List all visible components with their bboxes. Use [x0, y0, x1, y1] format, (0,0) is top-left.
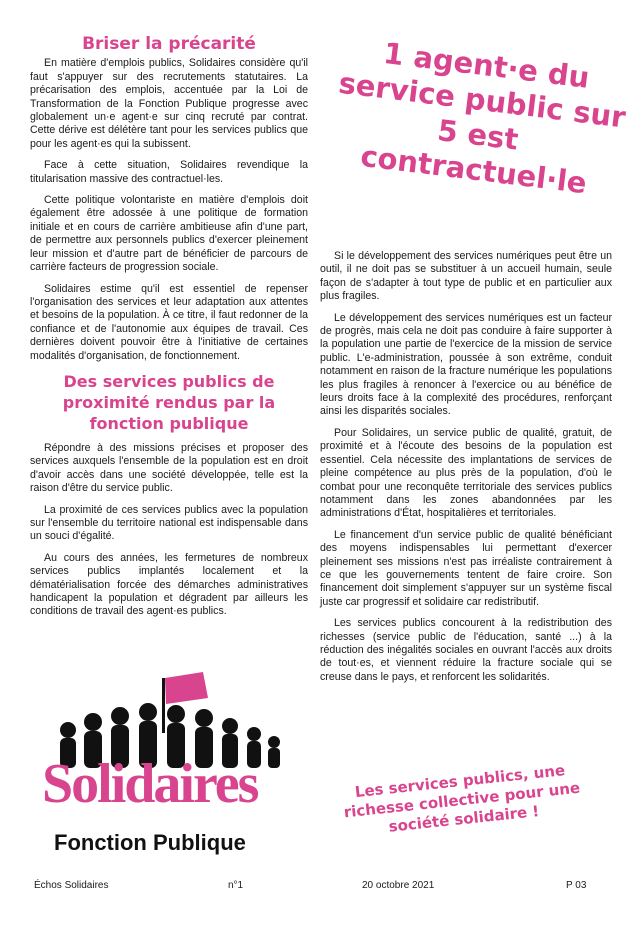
paragraph: Le développement des services numériques est un facteur de progrès, mais cela ne doit pas conduire à faire supporter à la population une partie de l'exercice de la mission de service public. L'e-administration, poussée à son extrême, conduit notamment en raison de la fracture numérique les populations les plus fragiles à renoncer à l'exercice ou au bénéfice de leurs droits face à la complexité des procédures, renforçant ainsi les disparités sociales. — [320, 311, 612, 418]
section-title-precarite: Briser la précarité — [82, 34, 256, 54]
paragraph: Les services publics concourent à la redistribution des richesses (service public de l'éducation, santé ...) à la réduction des inégalités sociales en ouvrant l'accès aux droits de tout·es, et viennent réduire la fracture sociale qui se creuse dans le pays, et renforcent les solidarités. — [320, 617, 612, 683]
paragraph: En matière d'emplois publics, Solidaires considère qu'il faut s'appuyer sur des recrutements statutaires. La précarisation des emplois, accentuée par la Loi de Transformation de la Fonction Publique progresse avec globalement un·e agent·e sur cinq recruté par contrat. Cette dérive est délétère tant pour les services publics que pour les agent·es qui la subissent. — [30, 57, 308, 150]
slogan: Les services publics, une richesse collective pour une société solidaire ! — [342, 761, 581, 836]
paragraph: Répondre à des missions précises et proposer des services auxquels l'ensemble de la population est en droit d'avoir accès dans une société développée, telle est la raison d'être du service public. — [30, 441, 308, 495]
logo-subtitle: Fonction Publique — [54, 830, 246, 855]
paragraph: Pour Solidaires, un service public de qualité, gratuit, de proximité et à l'écoute des besoins de la population est essentiel. Cela nécessite des implantations de services de pleine compétence au plus près de la population, d'où le combat pour une reconquête territoriale des services publics notamment dans les zones abandonnées par les administrations d'État, hospitalières et territoriales. — [320, 426, 612, 520]
logo-wordmark: Solidaires — [42, 753, 258, 815]
paragraph: La proximité de ces services publics avec la population sur l'ensemble du territoire national est indispensable dans un souci d'égalité. — [30, 503, 308, 543]
paragraph: Cette politique volontariste en matière d'emplois doit également être adossée à une politique de formation initiale et en cours de carrière ambitieuse afin d'une part, de permettre aux personnels publics d'exercer pleinement leur mission et d'autre part de bénéficier de parcours de carrière facteurs de progression sociale. — [30, 194, 308, 274]
paragraph: Au cours des années, les fermetures de nombreux services publics implantés localement et la dématérialisation forcée des démarches administratives handicapent la population et dégradent par ailleurs les conditions de travail des agent·es publics. — [30, 551, 308, 618]
section-title-proximite: Des services publics de proximité rendus par la fonction publique — [62, 371, 276, 433]
footer-date: 20 octobre 2021 — [362, 880, 435, 891]
paragraph: Face à cette situation, Solidaires revendique la titularisation massive des contractuel·les. — [30, 159, 308, 185]
paragraph: Solidaires estime qu'il est essentiel de repenser l'organisation des services et leur adaptation aux attentes et besoins de la population. À ce titre, il faut redonner de la confiance et de l'autonomie aux équipes de travail. Ces dernières doivent pouvoir être à l'initiative de certaines modalités d'organisation, de fonctionnement. — [30, 282, 308, 362]
footer-page-number: P 03 — [566, 880, 587, 891]
footer-publication: Échos Solidaires — [34, 880, 109, 891]
paragraph: Le financement d'un service public de qualité bénéficiant des moyens indispensables lui permettant d'exercer pleinement ses missions n'est pas irréaliste contrairement à ce que les gouvernements tentent de faire croire. Son financement doit simplement s'appuyer sur un système fiscal juste car progressif et solidaire car redistributif. — [320, 528, 612, 608]
left-column — [30, 34, 308, 627]
footer-issue-number: n°1 — [228, 880, 244, 891]
right-column — [320, 250, 612, 692]
paragraph: Si le développement des services numériques peut être un outil, il ne doit pas se substituer à un accueil humain, seule façon de s'adapter à tout type de public et en particulier aux plus fragiles. — [320, 250, 612, 303]
headline-statistic: 1 agent·e du service public sur 5 est contractuel·le — [336, 35, 628, 201]
